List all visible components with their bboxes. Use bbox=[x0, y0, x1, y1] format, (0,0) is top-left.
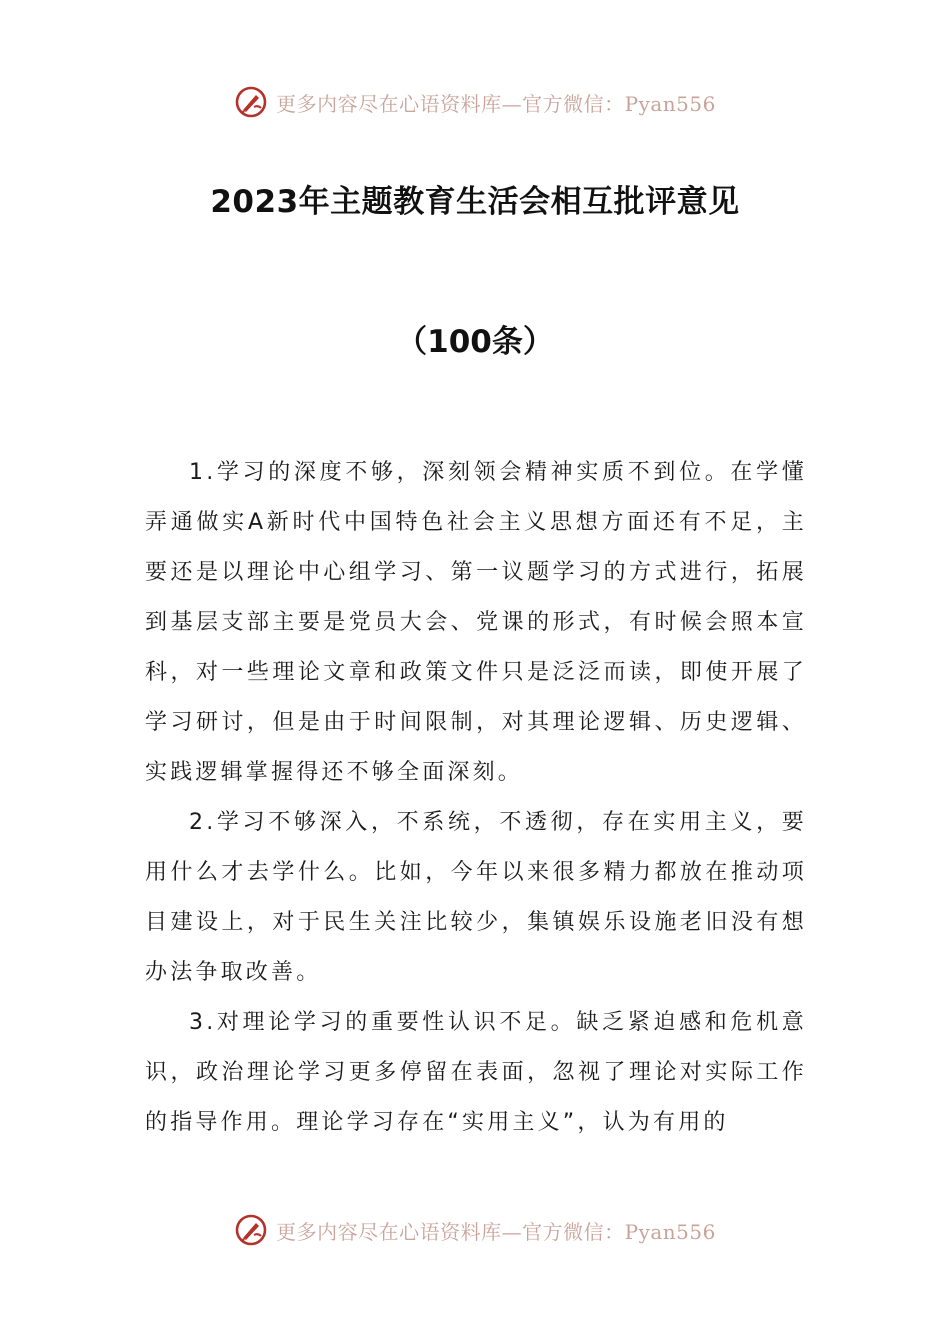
document-body bbox=[145, 448, 807, 1148]
pen-seal-logo-icon bbox=[234, 85, 268, 119]
banner-text: 更多内容尽在心语资料库—官方微信：Pyan556 bbox=[276, 1219, 716, 1244]
banner-wechat: 官方微信：Pyan556 bbox=[522, 91, 716, 116]
paragraph-2: 2.学习不够深入，不系统，不透彻，存在实用主义，要用什么才去学什么。比如，今年以来很多精力都放在推动项目建设上，对于民生关注比较少，集镇娱乐设施老旧没有想办法争取改善。 bbox=[145, 810, 807, 985]
document-subtitle: （100条） bbox=[396, 324, 554, 360]
footer-watermark-banner bbox=[0, 1208, 950, 1252]
banner-separator: — bbox=[501, 1219, 523, 1244]
header-watermark-banner bbox=[0, 80, 950, 124]
pen-seal-logo-icon bbox=[234, 1213, 268, 1247]
banner-wechat: 官方微信：Pyan556 bbox=[522, 1219, 716, 1244]
banner-text: 更多内容尽在心语资料库—官方微信：Pyan556 bbox=[276, 91, 716, 116]
paragraph-1: 1.学习的深度不够，深刻领会精神实质不到位。在学懂弄通做实A新时代中国特色社会主义思想方面还有不足，主要还是以理论中心组学习、第一议题学习的方式进行，拓展到基层支部主要是党员大会、党课的形式，有时候会照本宣科，对一些理论文章和政策文件只是泛泛而读，即使开展了学习研讨，但是由于时间限制，对其理论逻辑、历史逻辑、实践逻辑掌握得还不够全面深刻。 bbox=[145, 460, 807, 785]
paragraph-3: 3.对理论学习的重要性认识不足。缺乏紧迫感和危机意识，政治理论学习更多停留在表面，忽视了理论对实际工作的指导作用。理论学习存在“实用主义”，认为有用的 bbox=[145, 1010, 807, 1135]
document-title: 2023年主题教育生活会相互批评意见 bbox=[210, 184, 740, 220]
banner-separator: — bbox=[501, 91, 523, 116]
